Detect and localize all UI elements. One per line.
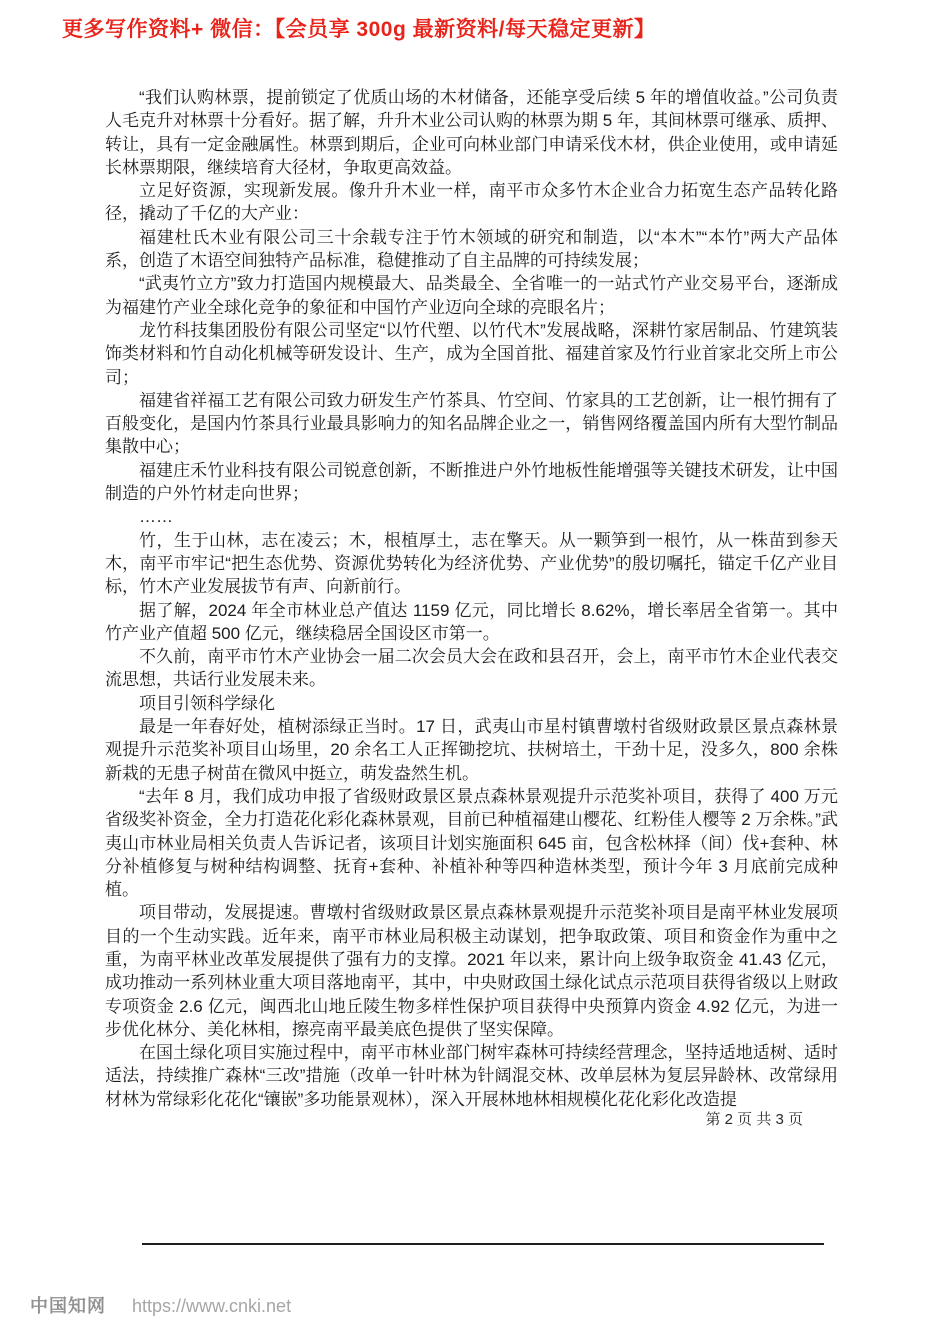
paragraph: …… [139, 507, 173, 527]
paragraph: 不久前，南平市竹木产业协会一届二次会员大会在政和县召开，会上，南平市竹木企业代表交流思想，共话行业发展未来。 [105, 647, 838, 690]
paragraph: 立足好资源，实现新发展。像升升木业一样，南平市众多竹木企业合力拓宽生态产品转化路径，撬动了千亿的大产业： [105, 181, 838, 224]
paragraph: 在国土绿化项目实施过程中，南平市林业部门树牢森林可持续经营理念，坚持适地适树、适时适法，持续推广森林“三改”措施（改单一针叶林为针阔混交林、改单层林为复层异龄林、改常绿用材林为常绿彩化花化“镶嵌”多功能景观林），深入开展林地林相规模化花化彩化改造提 [105, 1043, 838, 1109]
paragraph: “去年 8 月，我们成功申报了省级财政景区景点森林景观提升示范奖补项目，获得了 400 万元省级奖补资金，全力打造花化彩化森林景观，目前已种植福建山樱花、红粉佳人樱等 2 万余株。”武夷山市林业局相关负责人告诉记者，该项目计划实施面积 645 亩，包含松林择（间）伐+套种、林分补植修复与树种结构调整、抚育+套种、补植补种等四种造林类型，预计今年 3 月底前完成种植。 [105, 786, 838, 900]
paragraph: 项目带动，发展提速。曹墩村省级财政景区景点森林景观提升示范奖补项目是南平林业发展项目的一个生动实践。近年来，南平市林业局积极主动谋划，把争取政策、项目和资金作为重中之重，为南平林业改革发展提供了强有力的支撑。2021 年以来，累计向上级争取资金 41.43 亿元，成功推动一系列林业重大项目落地南平，其中，中央财政国土绿化试点示范项目获得省级以上财政专项资金 2.6 亿元，闽西北山地丘陵生物多样性保护项目获得中央预算内资金 4.92 亿元，为进一步优化林分、美化林相，擦亮南平最美底色提供了坚实保障。 [105, 903, 838, 1039]
paragraph: 福建省祥福工艺有限公司致力研发生产竹茶具、竹空间、竹家具的工艺创新，让一根竹拥有了百般变化，是国内竹茶具行业最具影响力的知名品牌企业之一，销售网络覆盖国内所有大型竹制品集散中心； [105, 390, 838, 457]
cnki-logo: 中国知网 [30, 1296, 106, 1316]
paragraph: “我们认购林票，提前锁定了优质山场的木材储备，还能享受后续 5 年的增值收益。”公司负责人毛克升对林票十分看好。据了解，升升木业公司认购的林票为期 5 年，其间林票可继承、质押、转让，具有一定金融属性。林票到期后，企业可向林业部门申请采伐木材，供企业使用，或申请延长林票期限，继续培育大径材，争取更高效益。 [105, 88, 838, 177]
page-number: 第 2 页 共 3 页 [705, 1111, 803, 1128]
paragraph: 福建庄禾竹业科技有限公司锐意创新，不断推进户外竹地板性能增强等关键技术研发，让中国制造的户外竹材走向世界； [105, 460, 838, 504]
paragraph: 龙竹科技集团股份有限公司坚定“以竹代塑、以竹代木”发展战略，深耕竹家居制品、竹建筑装饰类材料和竹自动化机械等研发设计、生产，成为全国首批、福建首家及竹行业首家北交所上市公司； [105, 320, 838, 387]
paragraph: 最是一年春好处，植树添绿正当时。17 日，武夷山市星村镇曹墩村省级财政景区景点森林景观提升示范奖补项目山场里，20 余名工人正挥锄挖坑、扶树培土，干劲十足，没多久，800 余株新栽的无患子树苗在微风中挺立，萌发盎然生机。 [105, 717, 838, 783]
paragraph: 据了解，2024 年全市林业总产值达 1159 亿元，同比增长 8.62%，增长率居全省第一。其中竹产业产值超 500 亿元，继续稳居全国设区市第一。 [105, 600, 838, 643]
paragraph: 竹，生于山林，志在凌云；木，根植厚土，志在擎天。从一颗笋到一根竹，从一株苗到参天木，南平市牢记“把生态优势、资源优势转化为经济优势、产业优势”的殷切嘱托，锚定千亿产业目标，竹木产业发展拔节有声、向新前行。 [105, 530, 838, 597]
paragraph: 项目引领科学绿化 [139, 693, 275, 713]
document-body [105, 86, 838, 1111]
promo-banner: 更多写作资料+ 微信：【会员享 300g 最新资料/每天稳定更新】 [62, 18, 656, 41]
watermark [30, 1292, 291, 1318]
cnki-url-link[interactable]: https://www.cnki.net [132, 1296, 292, 1316]
paragraph: “武夷竹立方”致力打造国内规模最大、品类最全、全省唯一的一站式竹产业交易平台，逐渐成为福建竹产业全球化竞争的象征和中国竹产业迈向全球的亮眼名片； [105, 274, 838, 317]
footer-divider [142, 1243, 824, 1245]
paragraph: 福建杜氏木业有限公司三十余载专注于竹木领域的研究和制造，以“本木”“本竹”两大产品体系，创造了木语空间独特产品标准，稳健推动了自主品牌的可持续发展； [105, 227, 838, 271]
